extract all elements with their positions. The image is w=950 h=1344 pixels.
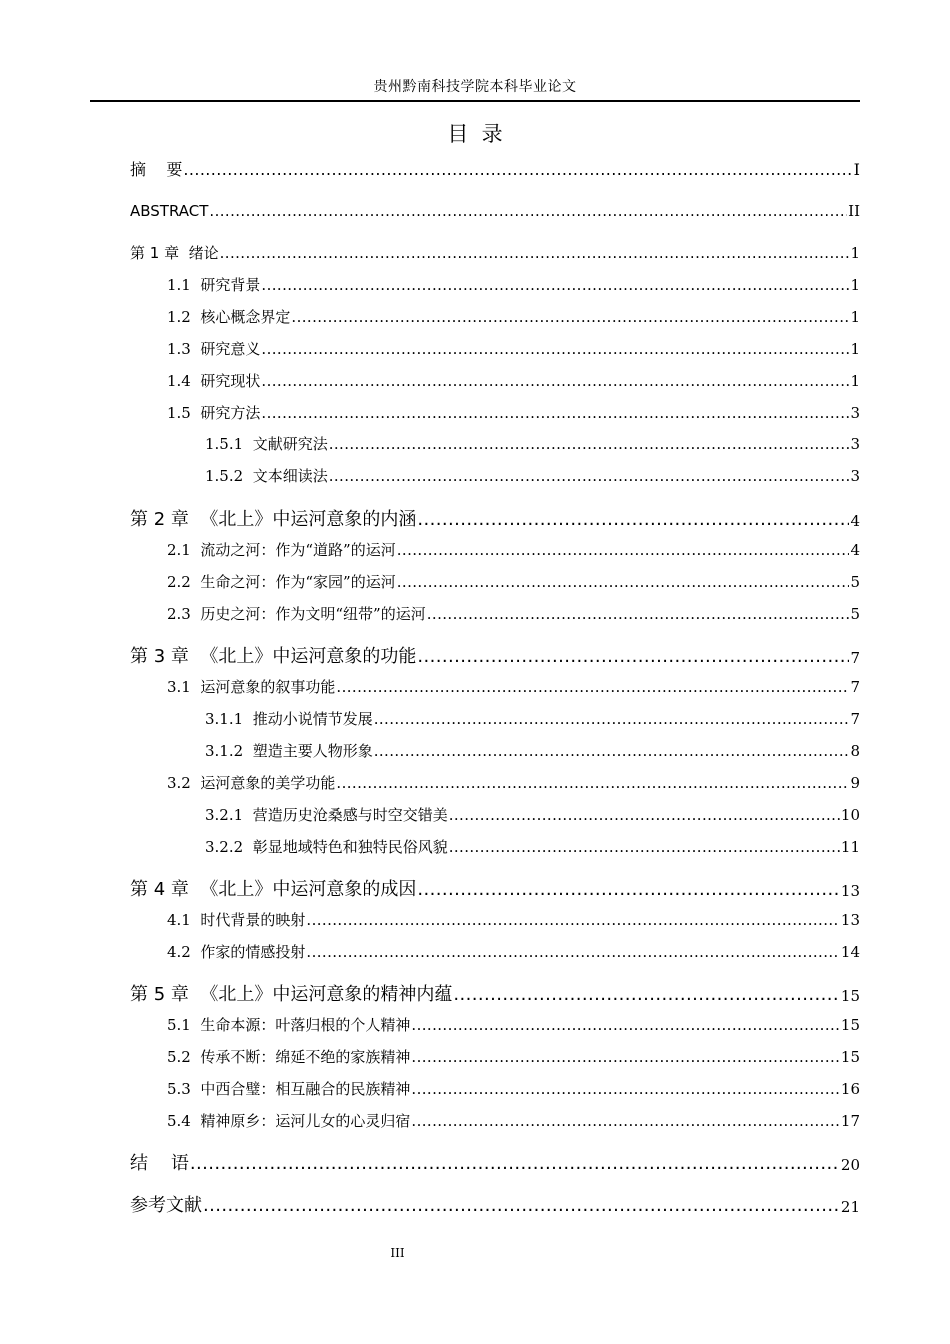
toc-entry-label: 摘 要	[130, 160, 183, 179]
toc-entry-label: 第 2 章 《北上》中运河意象的内涵	[130, 509, 417, 530]
toc-entry-section[interactable]	[167, 1018, 860, 1033]
toc-entry-chapter-1[interactable]	[130, 246, 860, 261]
dot-leader	[449, 808, 840, 823]
dot-leader	[449, 840, 840, 855]
toc-entry-section[interactable]	[167, 1082, 860, 1097]
toc-entry-page: 1	[850, 244, 860, 262]
toc-entry-label: 1.5.2 文本细读法	[205, 467, 328, 485]
toc-entry-page: 5	[850, 605, 860, 623]
dot-leader	[417, 648, 849, 666]
toc-entry-label: 1.3 研究意义	[167, 340, 261, 358]
toc-entry-section[interactable]	[167, 310, 860, 325]
toc-entry-page: 8	[850, 742, 860, 760]
toc-entry-page: 17	[840, 1112, 860, 1130]
toc-entry-label: 2.2 生命之河：作为“家园”的运河	[167, 573, 396, 591]
toc-entry-label: 3.2.1 营造历史沧桑感与时空交错美	[205, 806, 448, 824]
toc-entry-label: 第 1 章 绪论	[130, 244, 219, 262]
toc-entry-page: 13	[840, 882, 860, 900]
dot-leader	[397, 575, 850, 590]
dot-leader	[261, 374, 849, 389]
toc-entry-page: I	[853, 160, 860, 179]
dot-leader	[183, 162, 852, 178]
toc-entry-label: 5.4 精神原乡：运河儿女的心灵归宿	[167, 1112, 411, 1130]
dot-leader	[329, 469, 850, 484]
toc-entry-label: 3.2 运河意象的美学功能	[167, 774, 336, 792]
toc-entry-label: 5.2 传承不断：绵延不绝的家族精神	[167, 1048, 411, 1066]
toc-entry-section[interactable]	[167, 374, 860, 389]
toc-entry-chapter-4[interactable]	[130, 881, 860, 899]
dot-leader	[261, 278, 849, 293]
dot-leader	[374, 712, 850, 727]
toc-entry-page: 11	[840, 838, 860, 856]
toc-entry-label: 3.1.2 塑造主要人物形象	[205, 742, 373, 760]
toc-entry-page: 15	[840, 1016, 860, 1034]
toc-entry-page: II	[848, 202, 860, 220]
dot-leader	[336, 680, 849, 695]
toc-entry-section[interactable]	[167, 406, 860, 421]
toc-entry-page: 13	[840, 911, 860, 929]
running-header: 贵州黔南科技学院本科毕业论文	[373, 79, 577, 95]
toc-title: 目 录	[447, 122, 503, 146]
toc-entry-label: 1.5 研究方法	[167, 404, 261, 422]
toc-entry-page: 7	[850, 710, 860, 728]
toc-entry-section[interactable]	[167, 575, 860, 590]
toc-entry-abstract-en[interactable]	[130, 204, 860, 219]
dot-leader	[411, 1050, 840, 1065]
toc-entry-label: 2.3 历史之河：作为文明“纽带”的运河	[167, 605, 426, 623]
toc-entry-page: 3	[850, 404, 860, 422]
dot-leader	[453, 986, 840, 1004]
toc-entry-label: 2.1 流动之河：作为“道路”的运河	[167, 541, 396, 559]
dot-leader	[291, 310, 849, 325]
toc-entry-label: 3.1 运河意象的叙事功能	[167, 678, 336, 696]
toc-entry-section[interactable]	[167, 543, 860, 558]
dot-leader	[329, 437, 850, 452]
dot-leader	[417, 881, 840, 899]
toc-entry-label: 第 3 章 《北上》中运河意象的功能	[130, 646, 417, 667]
toc-entry-section[interactable]	[167, 945, 860, 960]
toc-entry-label: 1.1 研究背景	[167, 276, 261, 294]
dot-leader	[427, 607, 850, 622]
toc-entry-page: 1	[850, 276, 860, 294]
toc-entry-label: 5.1 生命本源：叶落归根的个人精神	[167, 1016, 411, 1034]
toc-entry-section[interactable]	[167, 1050, 860, 1065]
toc-entry-page: 10	[840, 806, 860, 824]
dot-leader	[203, 1197, 840, 1215]
dot-leader	[411, 1114, 840, 1129]
dot-leader	[261, 342, 849, 357]
toc-entry-label: 5.3 中西合璧：相互融合的民族精神	[167, 1080, 411, 1098]
toc-entry-page: 3	[850, 467, 860, 485]
toc-entry-label: 参考文献	[130, 1195, 202, 1216]
toc-entry-page: 7	[850, 649, 860, 667]
toc-entry-label: ABSTRACT	[130, 202, 209, 220]
dot-leader	[306, 945, 840, 960]
dot-leader	[209, 204, 847, 219]
toc-entry-subsection[interactable]	[205, 808, 860, 823]
toc-entry-section[interactable]	[167, 680, 860, 695]
toc-entry-chapter-2[interactable]	[130, 511, 860, 529]
toc-entry-section[interactable]	[167, 278, 860, 293]
toc-entry-chapter-3[interactable]	[130, 648, 860, 666]
toc-entry-page: 4	[850, 512, 860, 530]
dot-leader	[397, 543, 850, 558]
toc-entry-subsection[interactable]	[205, 840, 860, 855]
toc-entry-label: 第 4 章 《北上》中运河意象的成因	[130, 879, 417, 900]
toc-entry-references[interactable]	[130, 1197, 860, 1215]
toc-entry-page: 15	[840, 1048, 860, 1066]
toc-entry-section[interactable]	[167, 607, 860, 622]
toc-entry-subsection[interactable]	[205, 744, 860, 759]
toc-entry-page: 3	[850, 435, 860, 453]
toc-entry-label: 1.2 核心概念界定	[167, 308, 291, 326]
dot-leader	[411, 1082, 840, 1097]
page-number: III	[390, 1246, 405, 1260]
dot-leader	[220, 246, 850, 261]
toc-entry-subsection[interactable]	[205, 469, 860, 484]
toc-entry-page: 1	[850, 372, 860, 390]
toc-entry-abstract-cn[interactable]	[130, 162, 860, 178]
dot-leader	[336, 776, 849, 791]
dot-leader	[417, 511, 849, 529]
toc-entry-page: 15	[840, 987, 860, 1005]
toc-entry-label: 第 5 章 《北上》中运河意象的精神内蕴	[130, 984, 453, 1005]
toc-entry-subsection[interactable]	[205, 712, 860, 727]
toc-entry-conclusion[interactable]	[130, 1155, 860, 1173]
toc-entry-page: 1	[850, 308, 860, 326]
toc-entry-label: 3.2.2 彰显地域特色和独特民俗风貌	[205, 838, 448, 856]
toc-entry-page: 4	[850, 541, 860, 559]
dot-leader	[374, 744, 850, 759]
toc-entry-label: 4.2 作家的情感投射	[167, 943, 306, 961]
toc-entry-label: 1.4 研究现状	[167, 372, 261, 390]
toc-entry-section[interactable]	[167, 342, 860, 357]
dot-leader	[306, 913, 840, 928]
toc-entry-page: 7	[850, 678, 860, 696]
toc-entry-page: 1	[850, 340, 860, 358]
toc-entry-section[interactable]	[167, 1114, 860, 1129]
toc-entry-label: 4.1 时代背景的映射	[167, 911, 306, 929]
toc-entry-page: 21	[840, 1198, 860, 1216]
toc-entry-label: 结 语	[130, 1153, 189, 1174]
toc-entry-chapter-5[interactable]	[130, 986, 860, 1004]
toc-entry-page: 5	[850, 573, 860, 591]
toc-entry-label: 3.1.1 推动小说情节发展	[205, 710, 373, 728]
toc-entry-section[interactable]	[167, 913, 860, 928]
dot-leader	[261, 406, 849, 421]
toc-entry-page: 20	[840, 1156, 860, 1174]
toc-entry-section[interactable]	[167, 776, 860, 791]
toc-entry-page: 16	[840, 1080, 860, 1098]
toc-entry-page: 9	[850, 774, 860, 792]
dot-leader	[411, 1018, 840, 1033]
toc-entry-page: 14	[840, 943, 860, 961]
toc-entry-subsection[interactable]	[205, 437, 860, 452]
dot-leader	[190, 1155, 840, 1173]
toc-entry-label: 1.5.1 文献研究法	[205, 435, 328, 453]
